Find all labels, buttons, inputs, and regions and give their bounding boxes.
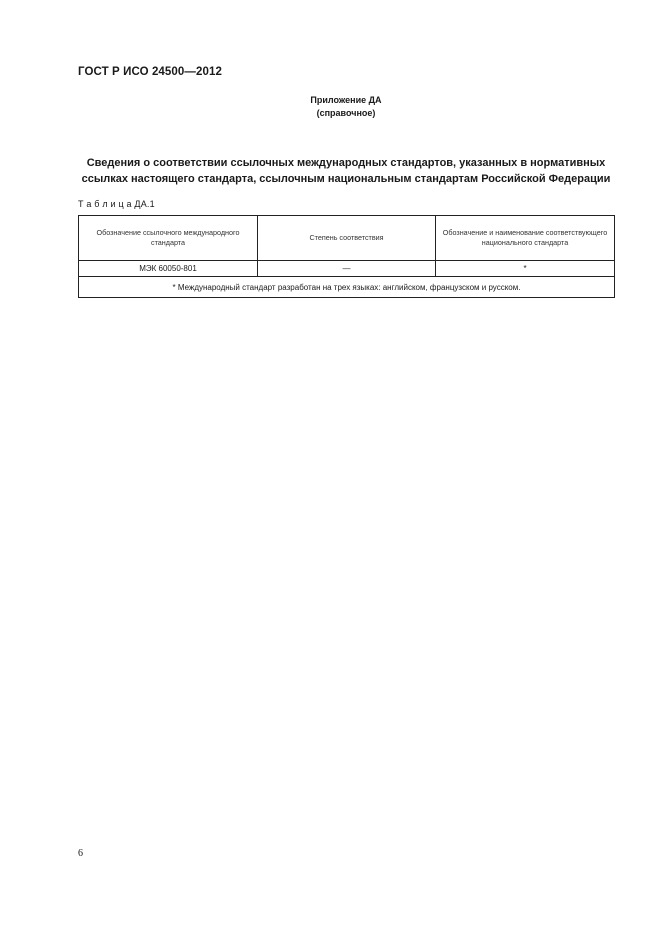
header-international-standard: Обозначение ссылочного международного стандарта [79,216,258,261]
correspondence-table [78,215,615,298]
cell-degree-of-correspondence: — [258,261,436,277]
appendix-kind: (справочное) [316,108,376,118]
page-number: 6 [78,848,83,859]
table-header-row [79,216,615,261]
heading-line-1: Сведения о соответствии ссылочных международных стандартов, указанных в нормативных [86,157,606,169]
cell-national-standard: * [436,261,615,277]
table-row [79,261,615,277]
table-footnote: * Международный стандарт разработан на трех языках: английском, французском и русском. [79,277,615,298]
table-footnote-row [79,277,615,298]
appendix-title: Приложение ДА [310,95,382,105]
cell-international-standard: МЭК 60050-801 [79,261,258,277]
header-degree-of-correspondence: Степень соответствия [258,216,436,261]
heading-line-2: ссылках настоящего стандарта, ссылочным национальным стандартам Российской Федерации [81,173,611,185]
header-national-standard: Обозначение и наименование соответствующего национального стандарта [436,216,615,261]
section-heading [78,155,614,187]
table-caption: Т а б л и ц а ДА.1 [78,199,155,209]
document-code: ГОСТ Р ИСО 24500—2012 [78,66,223,78]
